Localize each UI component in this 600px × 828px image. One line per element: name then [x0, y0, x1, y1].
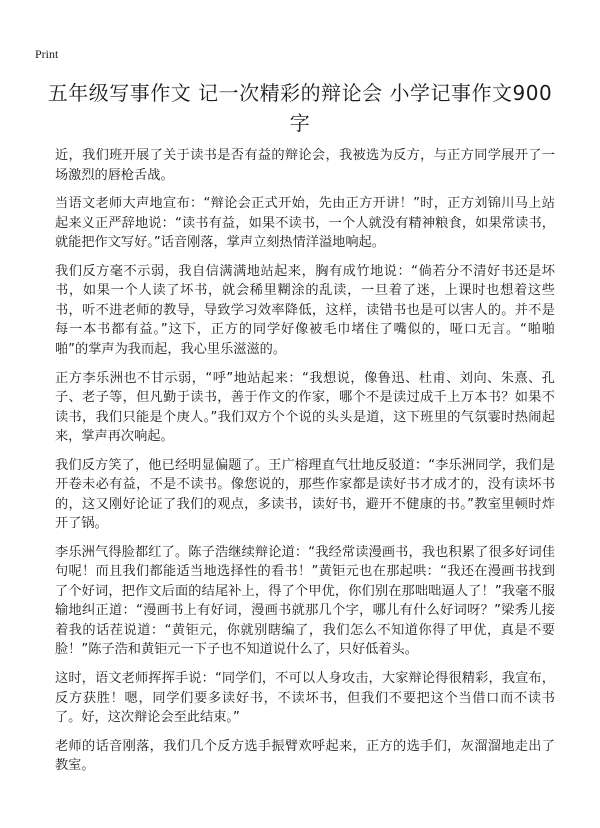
article-title: 五年级写事作文 记一次精彩的辩论会 小学记事作文900字 [47, 81, 553, 135]
paragraph: 我们反方毫不示弱，我自信满满地站起来，胸有成竹地说：“倘若分不清好书还是坏书，如果一个人读了坏书，就会稀里糊涂的乱读，一旦着了迷，上课时也想着这些书，听不进老师的教导，导致学习效率降低，这样，读错书也是可以害人的。并不是每一本书都有益。”这下，正方的同学好像被毛巾堵住了嘴似的，哑口无言。“啪啪啪”的掌声为我而起，我心里乐滋滋的。 [55, 263, 555, 357]
paragraph: 我们反方笑了，他已经明显偏题了。王广榕理直气壮地反驳道：“李乐洲同学，我们是开卷未必有益，不是不读书。像您说的，那些作家都是读好书才成才的，没有读坏书的，这又刚好论证了我们的观点，多读书，读好书，避开不健康的书。”教室里顿时炸开了锅。 [55, 457, 555, 532]
paragraph: 这时，语文老师挥挥手说：“同学们，不可以人身攻击，大家辩论得很精彩，我宣布，反方获胜！嗯，同学们要多读好书，不读坏书，但我们不要把这个当借口而不读书了。好，这次辩论会至此结束。” [55, 671, 555, 726]
paragraph: 正方李乐洲也不甘示弱，“呼”地站起来：“我想说，像鲁迅、杜甫、刘向、朱熹、孔子、老子等，但凡勤于读书，善于作文的作家，哪个不是读过成千上万本书？如果不读书，我们只能是个庚人。”我们双方个个说的头头是道，这下班里的气氛霎时热闹起来，掌声再次响起。 [55, 370, 555, 445]
paragraph: 李乐洲气得脸都红了。陈子浩继续辩论道：“我经常读漫画书，我也积累了很多好词佳句呢！而且我们都能适当地选择性的看书！”黄钜元也在那起哄：“我还在漫画书找到了个好词，把作文后面的结尾补上，得了个甲优，你们别在那咄咄逼人了！”我毫不服输地纠正道：“漫画书上有好词，漫画书就那几个字，哪儿有什么好词呀？”梁秀儿接着我的话茬说道：“黄钜元，你就别瞎编了，我们怎么不知道你得了甲优，真是不要脸！”陈子浩和黄钜元一下子也不知道说什么了，只好低着头。 [55, 544, 555, 658]
article-body [55, 146, 555, 785]
print-link[interactable]: Print [35, 47, 59, 61]
paragraph: 当语文老师大声地宣布：“辩论会正式开始，先由正方开讲！”时，正方刘锦川马上站起来义正严辞地说：“读书有益，如果不读书，一个人就没有精神粮食，如果常读书，就能把作文写好。”话音刚落，掌声立刻热情洋溢地响起。 [55, 196, 555, 251]
paragraph: 近，我们班开展了关于读书是否有益的辩论会，我被选为反方，与正方同学展开了一场激烈的唇枪舌战。 [55, 148, 555, 183]
paragraph: 老师的话音刚落，我们几个反方选手振臂欢呼起来，正方的选手们，灰溜溜地走出了教室。 [55, 738, 555, 774]
